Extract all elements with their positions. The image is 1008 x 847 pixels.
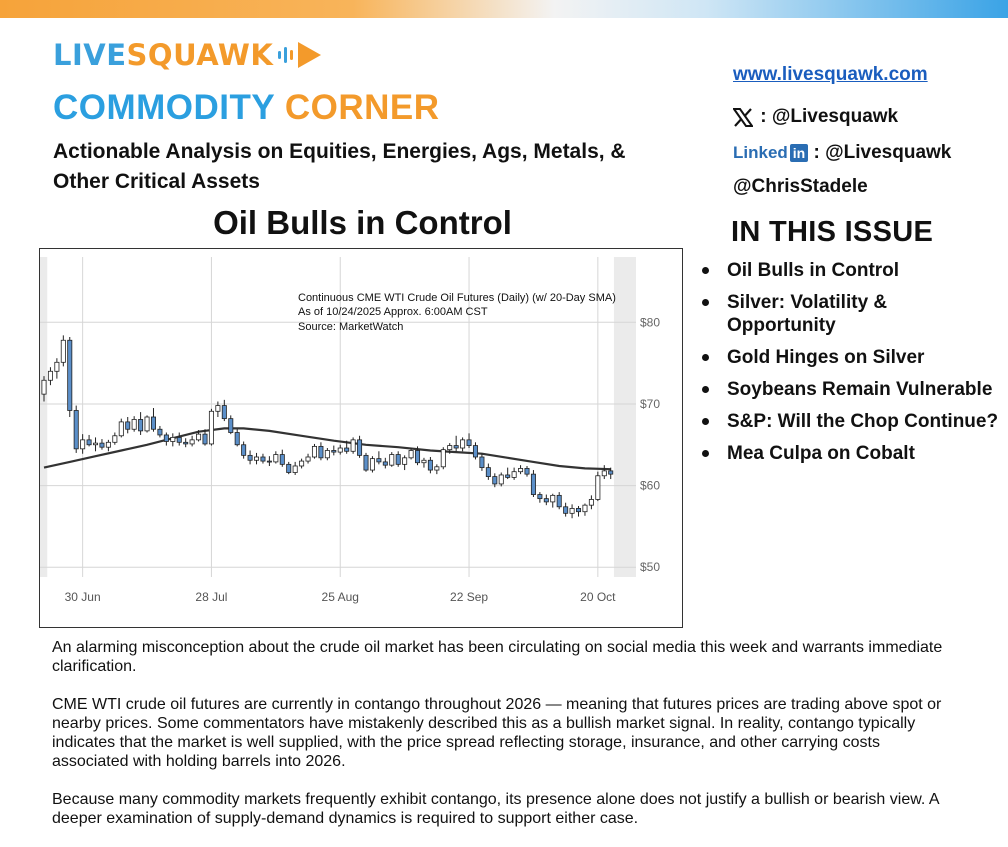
candle: [312, 444, 316, 459]
candle-body: [609, 471, 613, 474]
logo-text-squawk: SQUAWK: [126, 37, 274, 72]
candle-body: [422, 460, 426, 462]
candle: [544, 495, 548, 506]
candle: [222, 400, 226, 421]
candle-body: [396, 455, 400, 465]
candle-body: [557, 495, 561, 506]
issue-item[interactable]: S&P: Will the Chop Continue?: [700, 410, 1000, 433]
candle-body: [576, 508, 580, 511]
candle-body: [87, 440, 91, 445]
candle-body: [518, 468, 522, 471]
candle: [177, 433, 181, 446]
candle-body: [415, 450, 419, 462]
candle-body: [190, 440, 194, 444]
x-separator: :: [755, 106, 772, 127]
candle-body: [409, 450, 413, 457]
candle-body: [196, 434, 200, 440]
candle: [512, 468, 516, 480]
candle-body: [531, 474, 535, 494]
candle: [557, 492, 561, 509]
candle-body: [403, 458, 407, 465]
x-logo-icon: [733, 108, 753, 127]
candle-body: [435, 467, 439, 470]
candle-body: [454, 446, 458, 448]
candle-body: [274, 455, 278, 462]
candle-body: [357, 440, 361, 456]
candle: [332, 446, 336, 456]
candle-body: [48, 371, 52, 380]
candle: [164, 433, 168, 446]
candle: [396, 451, 400, 467]
candle-body: [229, 419, 233, 433]
issue-item[interactable]: Oil Bulls in Control: [700, 259, 1000, 282]
candle-body: [100, 443, 104, 447]
candle-body: [596, 476, 600, 500]
candle: [422, 458, 426, 468]
candle-body: [338, 448, 342, 452]
candle-body: [209, 411, 213, 444]
candle-body: [325, 450, 329, 457]
candle: [596, 472, 600, 501]
candle-body: [512, 472, 516, 478]
candle: [55, 358, 59, 378]
candle: [325, 448, 329, 460]
website-link[interactable]: www.livesquawk.com: [733, 64, 928, 85]
candle-body: [248, 455, 252, 460]
candle: [229, 415, 233, 434]
article-paragraph: Because many commodity markets frequently exhibit contango, its presence alone does not justify a bullish or bearish view. A deeper examination of supply-demand dynamics is required to support either case.: [52, 791, 939, 827]
title-corner: CORNER: [284, 88, 440, 127]
candle: [377, 451, 381, 464]
candle-body: [145, 417, 149, 431]
candle: [583, 504, 587, 516]
candle: [338, 445, 342, 455]
livesquawk-logo: [53, 37, 323, 72]
linkedin-logo-icon: [733, 143, 808, 163]
candle: [602, 465, 606, 479]
logo-text-live: LIVE: [53, 37, 127, 72]
candle: [267, 456, 271, 466]
newsletter-subtitle: Actionable Analysis on Equities, Energies, Ags, Metals, & Other Critical Assets: [53, 140, 626, 193]
candle-body: [287, 464, 291, 472]
candle: [300, 459, 304, 469]
candle-body: [306, 457, 310, 461]
candle-body: [151, 417, 155, 429]
candle-body: [564, 507, 568, 514]
candle: [357, 436, 361, 458]
chart-annotation-line-1: Continuous CME WTI Crude Oil Futures (Daily) (w/ 20-Day SMA): [298, 292, 616, 304]
candle: [390, 452, 394, 467]
candle: [518, 465, 522, 474]
candle: [242, 441, 246, 458]
candle-body: [93, 443, 97, 445]
candle-body: [448, 446, 452, 450]
header-gradient-band: [0, 0, 1008, 18]
candle: [287, 462, 291, 474]
candle: [132, 416, 136, 432]
candle-body: [293, 466, 297, 473]
in-this-issue-heading: IN THIS ISSUE: [731, 216, 934, 248]
candle-body: [158, 429, 162, 435]
candle-body: [525, 468, 529, 474]
candle: [87, 435, 91, 446]
linkedin-logo-text: Linked: [733, 143, 788, 162]
candle-body: [602, 471, 606, 476]
chart-annotation-line-2: As of 10/24/2025 Approx. 6:00AM CST: [298, 306, 488, 318]
candle-body: [184, 442, 188, 444]
candle-body: [203, 434, 207, 444]
candle-body: [319, 446, 323, 457]
candle: [61, 335, 65, 366]
x-tick-label: 28 Jul: [195, 590, 228, 604]
candle-body: [364, 455, 368, 470]
candle: [473, 442, 477, 459]
candle-body: [461, 440, 465, 448]
candle: [126, 417, 130, 433]
candle: [68, 337, 72, 417]
candle-body: [74, 410, 78, 448]
candle-body: [42, 380, 46, 394]
candle: [364, 453, 368, 472]
candle-body: [351, 440, 355, 451]
candle-body: [280, 455, 284, 465]
shaded-band: [40, 257, 47, 577]
candle: [538, 492, 542, 503]
candle-body: [390, 455, 394, 466]
candlestick-chart: [40, 249, 681, 626]
candle: [248, 450, 252, 464]
candle-body: [486, 468, 490, 477]
shaded-band: [614, 257, 636, 577]
candle-body: [55, 362, 59, 371]
candle-body: [164, 435, 168, 442]
candle-body: [480, 457, 484, 468]
candle: [184, 438, 188, 447]
candle-body: [538, 495, 542, 499]
candle-body: [113, 436, 117, 443]
candle-body: [383, 462, 387, 465]
candle: [461, 437, 465, 451]
y-tick-label: $60: [640, 478, 661, 493]
candles: [42, 335, 613, 518]
x-axis-ticks: [65, 590, 617, 604]
author-handle-link[interactable]: @ChrisStadele: [733, 176, 868, 197]
candle: [139, 412, 143, 435]
candle: [506, 468, 510, 479]
candle-body: [235, 433, 239, 445]
candle: [486, 464, 490, 480]
x-tick-label: 30 Jun: [64, 590, 101, 604]
candle-body: [171, 437, 175, 441]
candle: [435, 464, 439, 474]
chart-annotation-line-3: Source: MarketWatch: [298, 321, 404, 333]
candle-body: [126, 422, 130, 429]
linkedin-separator: :: [808, 142, 826, 163]
candle: [74, 406, 78, 453]
candle-body: [589, 499, 593, 505]
candle-body: [428, 460, 432, 470]
candle: [106, 440, 110, 451]
candle-body: [473, 446, 477, 457]
issue-item[interactable]: Silver: Volatility & Opportunity: [700, 291, 1000, 337]
x-tick-label: 25 Aug: [321, 590, 359, 604]
issue-list: [700, 259, 1000, 474]
candle: [306, 454, 310, 464]
candle-body: [506, 475, 510, 477]
candle-body: [345, 448, 349, 451]
x-handle-row: [733, 106, 898, 128]
candle: [454, 436, 458, 452]
y-tick-label: $80: [640, 315, 661, 330]
audio-play-icon: [277, 40, 323, 70]
candle-body: [583, 505, 587, 512]
candle-body: [441, 450, 445, 467]
candle-body: [370, 459, 374, 470]
candle: [48, 367, 52, 385]
candle-body: [499, 475, 503, 484]
issue-item[interactable]: Mea Culpa on Cobalt: [700, 442, 1000, 465]
candle: [383, 458, 387, 469]
article-paragraph: CME WTI crude oil futures are currently in contango throughout 2026 — meaning that futures prices are trading above spot or nearby prices. Some commentators have mistakenly described this as a bullish market signal. In reality, contango typically indicates that the market is well supplied, with the price spread reflecting storage, insurance, and other carrying costs associated with holding barrels into 2026.: [52, 696, 942, 770]
candle: [370, 456, 374, 472]
candle: [254, 453, 258, 464]
x-handle-link[interactable]: @Livesquawk: [771, 106, 899, 127]
candle: [274, 451, 278, 463]
candle-body: [544, 499, 548, 502]
candle: [480, 454, 484, 471]
candle-body: [300, 461, 304, 466]
candle: [190, 436, 194, 447]
candle: [564, 503, 568, 517]
candle-body: [216, 406, 220, 412]
candle: [93, 437, 97, 451]
candle: [428, 457, 432, 473]
candle: [499, 473, 503, 487]
issue-item[interactable]: Soybeans Remain Vulnerable: [700, 378, 1000, 401]
x-tick-label: 20 Oct: [580, 590, 616, 604]
issue-item[interactable]: Gold Hinges on Silver: [700, 346, 1000, 369]
candle-body: [377, 459, 381, 462]
title-commodity: COMMODITY: [53, 88, 275, 127]
linkedin-row: [733, 142, 951, 164]
candle: [209, 409, 213, 446]
chart-heading: Oil Bulls in Control: [213, 204, 512, 241]
candle-body: [312, 446, 316, 457]
x-tick-label: 22 Sep: [450, 590, 489, 604]
candle: [261, 454, 265, 464]
candle: [576, 506, 580, 517]
candle: [171, 433, 175, 446]
oil-price-chart: [39, 248, 683, 628]
candle: [293, 462, 297, 475]
y-axis-ticks: [640, 315, 660, 574]
article-body: [52, 638, 952, 847]
candle-body: [177, 437, 181, 442]
candle: [403, 455, 407, 470]
candle-body: [119, 422, 123, 436]
chart-shaded-bands: [40, 257, 636, 577]
candle: [531, 470, 535, 497]
candle: [280, 450, 284, 467]
candle-body: [68, 340, 72, 410]
candle: [570, 504, 574, 518]
candle: [525, 466, 529, 477]
candle: [145, 415, 149, 432]
candle: [235, 429, 239, 446]
candle-body: [139, 419, 143, 430]
candle-body: [551, 495, 555, 502]
candle: [351, 437, 355, 453]
candle-body: [242, 445, 246, 456]
candle: [551, 494, 555, 508]
candle-body: [267, 461, 271, 462]
candle: [81, 434, 85, 454]
candle: [158, 426, 162, 437]
candle-body: [132, 419, 136, 429]
newsletter-title: [53, 90, 440, 125]
candle-body: [261, 457, 265, 461]
y-tick-label: $70: [640, 396, 661, 411]
candle: [100, 439, 104, 450]
candle: [119, 419, 123, 438]
candle: [151, 408, 155, 432]
candle-body: [61, 340, 65, 362]
candle: [319, 442, 323, 460]
candle-body: [467, 440, 471, 446]
candle-body: [493, 477, 497, 484]
y-tick-label: $50: [640, 560, 661, 575]
linkedin-handle-link[interactable]: @Livesquawk: [825, 142, 952, 163]
author-handle-row: [733, 176, 868, 198]
candle-body: [570, 508, 574, 513]
candle: [113, 433, 117, 445]
linkedin-logo-box: in: [790, 144, 808, 162]
candle-body: [106, 442, 110, 447]
chart-gridlines: [40, 257, 636, 577]
candle: [467, 433, 471, 448]
candle-body: [332, 450, 336, 452]
candle: [441, 447, 445, 469]
candle-body: [222, 406, 226, 419]
candle-body: [81, 440, 85, 449]
article-paragraph: An alarming misconception about the crude oil market has been circulating on social media this week and warrants immediate clarification.: [52, 639, 943, 675]
candle-body: [254, 457, 258, 460]
candle: [589, 495, 593, 509]
